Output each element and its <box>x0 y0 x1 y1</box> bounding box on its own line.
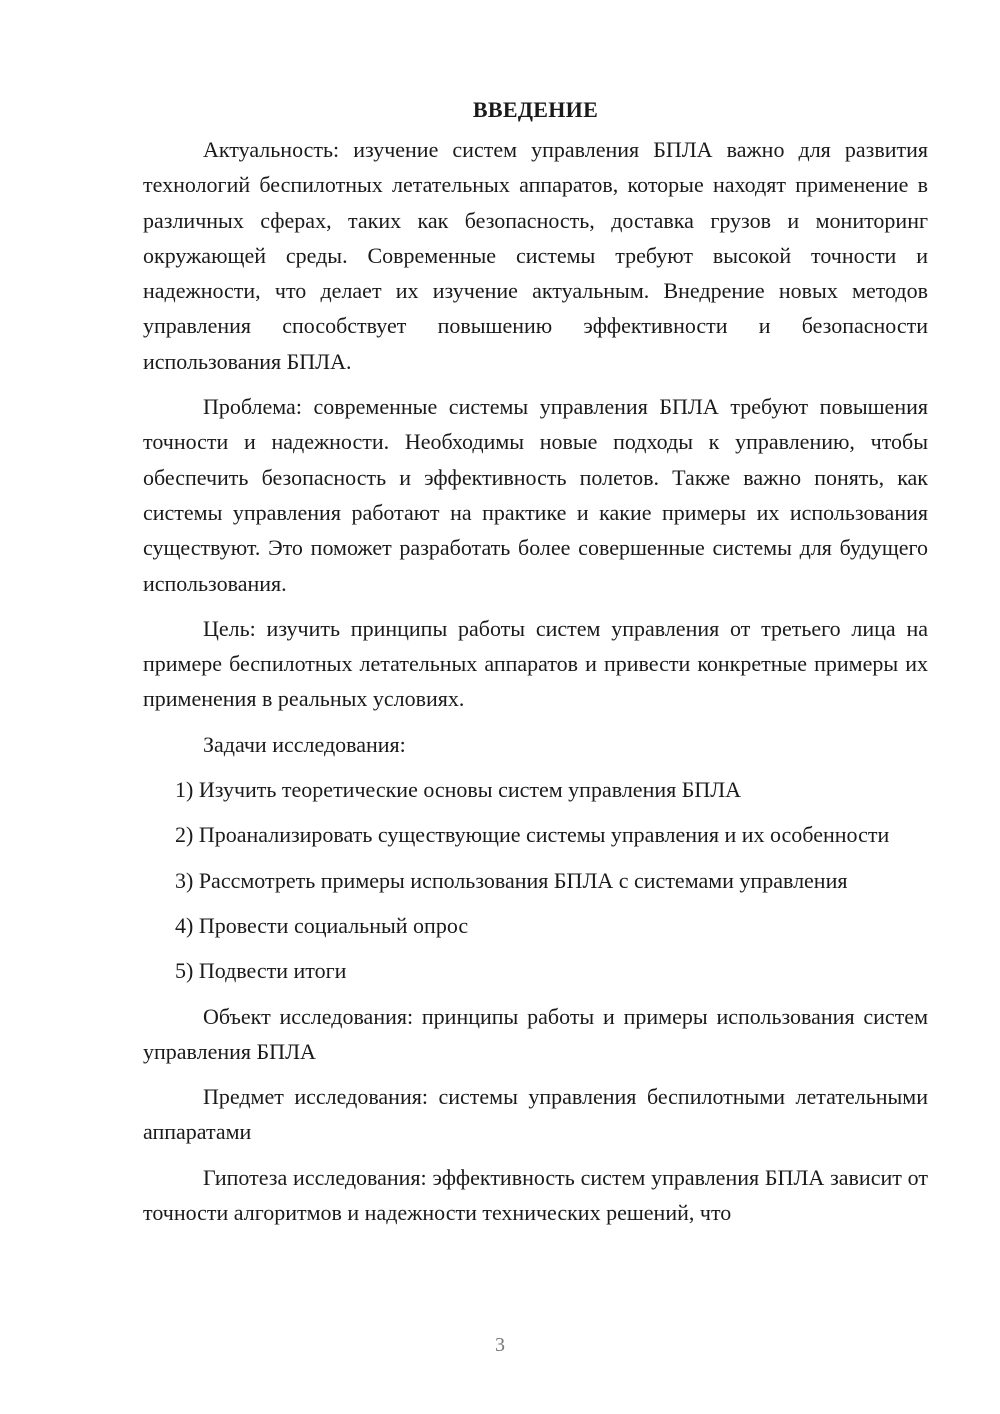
paragraph-object: Объект исследования: принципы работы и примеры использования систем управления БПЛА <box>143 1003 928 1064</box>
document-page <box>143 88 928 1230</box>
tasks-heading: Задачи исследования: <box>203 731 406 757</box>
page-number: 3 <box>495 1334 505 1356</box>
list-item: 5) Подвести итоги <box>175 958 347 984</box>
document-title: ВВЕДЕНИЕ <box>472 97 599 122</box>
paragraph-goal: Цель: изучить принципы работы систем управления от третьего лица на примере беспилотных летательных аппаратов и привести конкретные примеры их применения в реальных условиях. <box>143 615 928 712</box>
task-list <box>143 772 928 988</box>
list-item: 2) Проанализировать существующие системы управления и их особенности <box>175 822 890 848</box>
paragraph-subject: Предмет исследования: системы управления беспилотными летательными аппаратами <box>143 1084 928 1145</box>
paragraph-relevance: Актуальность: изучение систем управления БПЛА важно для развития технологий беспилотных летательных аппаратов, которые находят применение в различных сферах, таких как безопасность, доставка грузов и мониторинг окружающей среды. Современные системы требуют высокой точности и надежности, что делает их изучение актуальным. Внедрение новых методов управления способствует повышению эффективности и безопасности использования БПЛА. <box>143 137 928 374</box>
list-item: 3) Рассмотреть примеры использования БПЛА с системами управления <box>175 867 848 893</box>
paragraph-problem: Проблема: современные системы управления БПЛА требуют повышения точности и надежности. Необходимы новые подходы к управлению, чтобы обеспечить безопасность и эффективность полетов. Также важно понять, как системы управления работают на практике и какие примеры их использования существуют. Это поможет разработать более совершенные системы для будущего использования. <box>143 394 928 596</box>
list-item: 4) Провести социальный опрос <box>175 912 469 938</box>
list-item: 1) Изучить теоретические основы систем управления БПЛА <box>175 777 742 803</box>
paragraph-hypothesis: Гипотеза исследования: эффективность систем управления БПЛА зависит от точности алгоритмов и надежности технических решений, что <box>143 1164 928 1226</box>
